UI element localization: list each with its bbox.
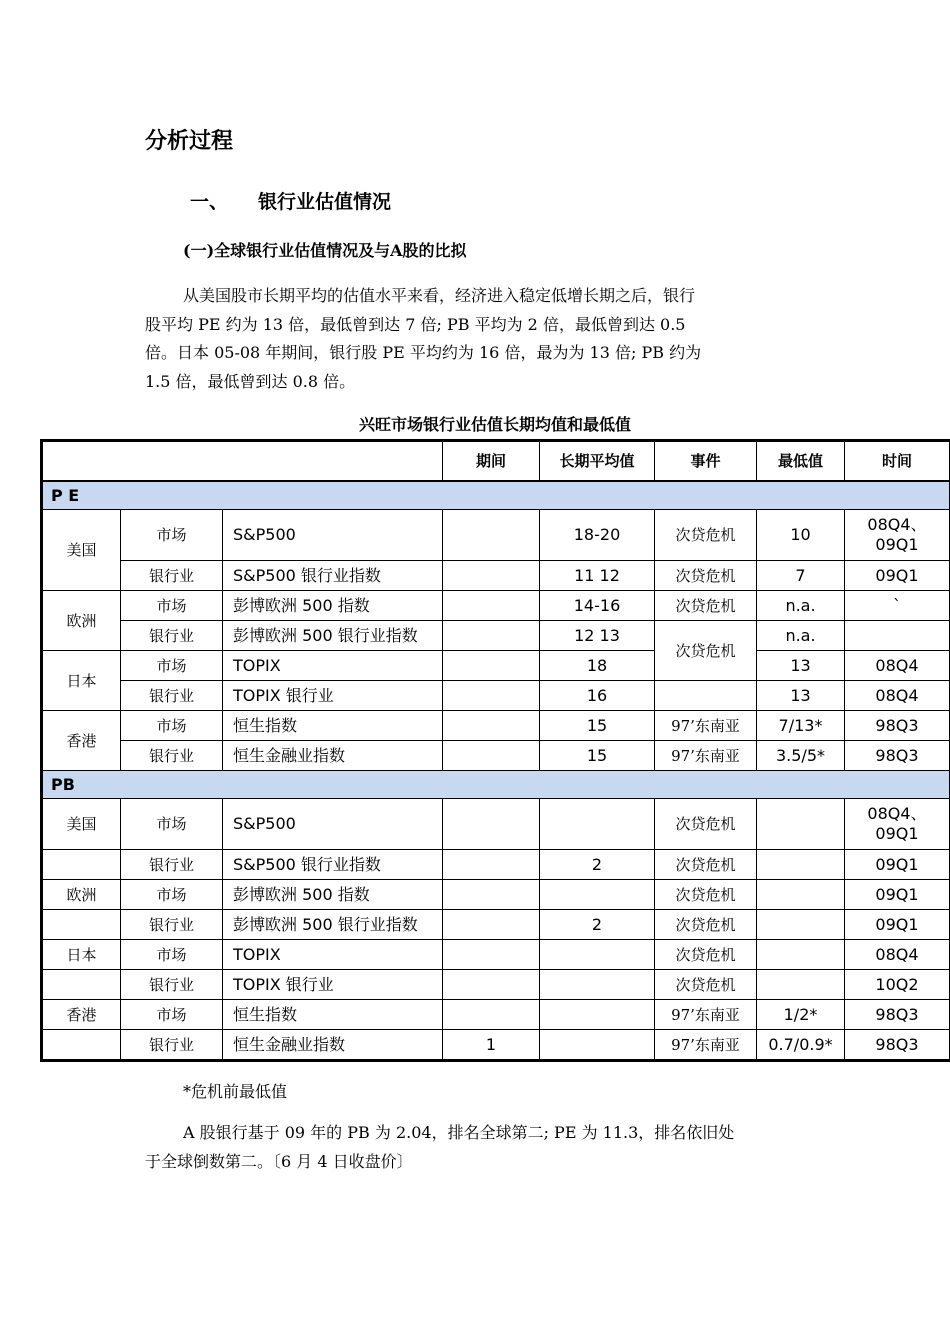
region-cell: 美国 [42, 799, 121, 850]
long-term-avg-cell [540, 1000, 655, 1030]
long-term-avg-cell: 2 [540, 850, 655, 880]
index-name-cell: TOPIX 银行业 [223, 970, 443, 1000]
time-cell: 98Q3 [845, 1000, 950, 1030]
region-cell: 欧洲 [42, 880, 121, 910]
period-cell: 1 [443, 1030, 540, 1061]
table-header-row [42, 441, 950, 482]
table-row [42, 711, 950, 741]
event-cell: 次贷危机 [655, 621, 757, 681]
type-cell: 市场 [121, 711, 223, 741]
min-value-cell [757, 970, 845, 1000]
min-value-cell [757, 799, 845, 850]
paragraph-line: 1.5 倍，最低曾到达 0.8 倍。 [145, 371, 356, 391]
min-value-cell [757, 940, 845, 970]
header-cell: 期间 [443, 441, 540, 482]
header-cell: 时间 [845, 441, 950, 482]
time-cell [845, 621, 950, 651]
index-name-cell: 彭博欧洲 500 银行业指数 [223, 910, 443, 940]
index-name-cell: TOPIX [223, 940, 443, 970]
table-section-row [42, 481, 950, 510]
type-cell: 银行业 [121, 681, 223, 711]
long-term-avg-cell: 15 [540, 711, 655, 741]
period-cell [443, 970, 540, 1000]
long-term-avg-cell: 14-16 [540, 591, 655, 621]
type-cell: 市场 [121, 880, 223, 910]
type-cell: 市场 [121, 940, 223, 970]
long-term-avg-cell: 15 [540, 741, 655, 771]
index-name-cell: 恒生金融业指数 [223, 1030, 443, 1061]
long-term-avg-cell [540, 940, 655, 970]
min-value-cell [757, 910, 845, 940]
index-name-cell: TOPIX 银行业 [223, 681, 443, 711]
time-cell: 08Q4 [845, 651, 950, 681]
paragraph-line: 从美国股市长期平均的估值水平来看，经济进入稳定低增长期之后，银行 [183, 286, 696, 305]
paragraph-line: 于全球倒数第二。〔6 月 4 日收盘价〕 [145, 1151, 413, 1171]
index-name-cell: 彭博欧洲 500 银行业指数 [223, 621, 443, 651]
long-term-avg-cell: 2 [540, 910, 655, 940]
time-cell: 98Q3 [845, 741, 950, 771]
table-row [42, 591, 950, 621]
table-row [42, 880, 950, 910]
type-cell: 市场 [121, 1000, 223, 1030]
period-cell [443, 850, 540, 880]
event-cell: 次贷危机 [655, 510, 757, 561]
table-row [42, 1030, 950, 1061]
table-row [42, 651, 950, 681]
event-cell: 次贷危机 [655, 850, 757, 880]
min-value-cell: 1/2* [757, 1000, 845, 1030]
region-cell [42, 1030, 121, 1061]
event-cell [655, 681, 757, 711]
index-name-cell: S&P500 [223, 799, 443, 850]
period-cell [443, 799, 540, 850]
table-caption: 兴旺市场银行业估值长期均值和最低值 [358, 415, 631, 434]
region-cell: 日本 [42, 940, 121, 970]
index-name-cell: 恒生指数 [223, 711, 443, 741]
long-term-avg-cell: 18-20 [540, 510, 655, 561]
time-cell: 08Q4、09Q1 [845, 510, 950, 561]
table-row [42, 741, 950, 771]
long-term-avg-cell: 16 [540, 681, 655, 711]
period-cell [443, 940, 540, 970]
period-cell [443, 591, 540, 621]
type-cell: 市场 [121, 651, 223, 681]
time-cell: 09Q1 [845, 561, 950, 591]
type-cell: 银行业 [121, 970, 223, 1000]
event-cell: 97’东南亚 [655, 1030, 757, 1061]
region-cell: 日本 [42, 651, 121, 711]
region-cell [42, 910, 121, 940]
table-row [42, 940, 950, 970]
min-value-cell: 0.7/0.9* [757, 1030, 845, 1061]
index-name-cell: S&P500 银行业指数 [223, 850, 443, 880]
index-name-cell: 恒生金融业指数 [223, 741, 443, 771]
period-cell [443, 910, 540, 940]
type-cell: 市场 [121, 591, 223, 621]
min-value-cell: 13 [757, 651, 845, 681]
type-cell: 银行业 [121, 1030, 223, 1061]
table-row [42, 681, 950, 711]
table-row [42, 970, 950, 1000]
min-value-cell: 7/13* [757, 711, 845, 741]
type-cell: 银行业 [121, 850, 223, 880]
type-cell: 市场 [121, 799, 223, 850]
type-cell: 银行业 [121, 561, 223, 591]
event-cell: 次贷危机 [655, 561, 757, 591]
period-cell [443, 741, 540, 771]
time-cell: 98Q3 [845, 1030, 950, 1061]
period-cell [443, 651, 540, 681]
paragraph-line: 股平均 PE 约为 13 倍，最低曾到达 7 倍; PB 平均为 2 倍，最低曾到达 0.5 [145, 314, 686, 334]
min-value-cell: n.a. [757, 621, 845, 651]
period-cell [443, 621, 540, 651]
region-cell: 美国 [42, 510, 121, 591]
index-name-cell: 彭博欧洲 500 指数 [223, 880, 443, 910]
header-cell: 事件 [655, 441, 757, 482]
min-value-cell [757, 880, 845, 910]
long-term-avg-cell [540, 970, 655, 1000]
header-cell: 最低值 [757, 441, 845, 482]
table-row [42, 1000, 950, 1030]
table-row [42, 799, 950, 850]
paragraph-a-share [145, 1119, 805, 1176]
event-cell: 次贷危机 [655, 799, 757, 850]
min-value-cell: n.a. [757, 591, 845, 621]
time-cell: 08Q4 [845, 940, 950, 970]
long-term-avg-cell: 18 [540, 651, 655, 681]
event-cell: 97’东南亚 [655, 711, 757, 741]
period-cell [443, 1000, 540, 1030]
heading-analysis-process: 分析过程 [145, 128, 234, 154]
table-row [42, 850, 950, 880]
table-footnote: *危机前最低值 [183, 1082, 288, 1101]
min-value-cell: 7 [757, 561, 845, 591]
event-cell: 次贷危机 [655, 940, 757, 970]
paragraph-valuation-history [145, 282, 805, 396]
time-cell: 98Q3 [845, 711, 950, 741]
time-cell: 08Q4 [845, 681, 950, 711]
paragraph-line: A 股银行基于 09 年的 PB 为 2.04，排名全球第二; PE 为 11.3，排名依旧处 [183, 1123, 735, 1142]
section-label: P E [42, 481, 950, 510]
table-row [42, 510, 950, 561]
event-cell: 次贷危机 [655, 880, 757, 910]
long-term-avg-cell [540, 880, 655, 910]
table-row [42, 621, 950, 651]
table-row [42, 910, 950, 940]
section-title: 银行业估值情况 [258, 191, 392, 213]
time-cell: 08Q4、09Q1 [845, 799, 950, 850]
event-cell: 次贷危机 [655, 910, 757, 940]
index-name-cell: TOPIX [223, 651, 443, 681]
event-cell: 次贷危机 [655, 591, 757, 621]
type-cell: 银行业 [121, 621, 223, 651]
header-cell: 长期平均值 [540, 441, 655, 482]
heading-subsection-1: (一)全球银行业估值情况及与A股的比拟 [183, 241, 467, 260]
index-name-cell: 恒生指数 [223, 1000, 443, 1030]
min-value-cell: 13 [757, 681, 845, 711]
time-cell: 10Q2 [845, 970, 950, 1000]
min-value-cell [757, 850, 845, 880]
region-cell [42, 970, 121, 1000]
event-cell: 97’东南亚 [655, 1000, 757, 1030]
period-cell [443, 681, 540, 711]
index-name-cell: S&P500 [223, 510, 443, 561]
section-label: PB [42, 771, 950, 799]
period-cell [443, 711, 540, 741]
event-cell: 97’东南亚 [655, 741, 757, 771]
long-term-avg-cell: 12 13 [540, 621, 655, 651]
valuation-table [40, 439, 950, 1062]
time-cell: ` [845, 591, 950, 621]
section-number: 一、 [190, 191, 229, 213]
type-cell: 银行业 [121, 910, 223, 940]
period-cell [443, 561, 540, 591]
long-term-avg-cell: 11 12 [540, 561, 655, 591]
time-cell: 09Q1 [845, 910, 950, 940]
region-cell: 香港 [42, 1000, 121, 1030]
period-cell [443, 510, 540, 561]
region-cell: 香港 [42, 711, 121, 771]
index-name-cell: 彭博欧洲 500 指数 [223, 591, 443, 621]
min-value-cell: 3.5/5* [757, 741, 845, 771]
table-section-row [42, 771, 950, 799]
heading-section-1 [190, 187, 391, 214]
long-term-avg-cell [540, 1030, 655, 1061]
table-row [42, 561, 950, 591]
region-cell [42, 850, 121, 880]
min-value-cell: 10 [757, 510, 845, 561]
period-cell [443, 880, 540, 910]
long-term-avg-cell [540, 799, 655, 850]
type-cell: 银行业 [121, 741, 223, 771]
event-cell: 次贷危机 [655, 970, 757, 1000]
type-cell: 市场 [121, 510, 223, 561]
index-name-cell: S&P500 银行业指数 [223, 561, 443, 591]
time-cell: 09Q1 [845, 880, 950, 910]
time-cell: 09Q1 [845, 850, 950, 880]
region-cell: 欧洲 [42, 591, 121, 651]
paragraph-line: 倍。日本 05-08 年期间，银行股 PE 平均约为 16 倍，最为为 13 倍; PB 约为 [145, 343, 702, 362]
header-cell [42, 441, 443, 482]
